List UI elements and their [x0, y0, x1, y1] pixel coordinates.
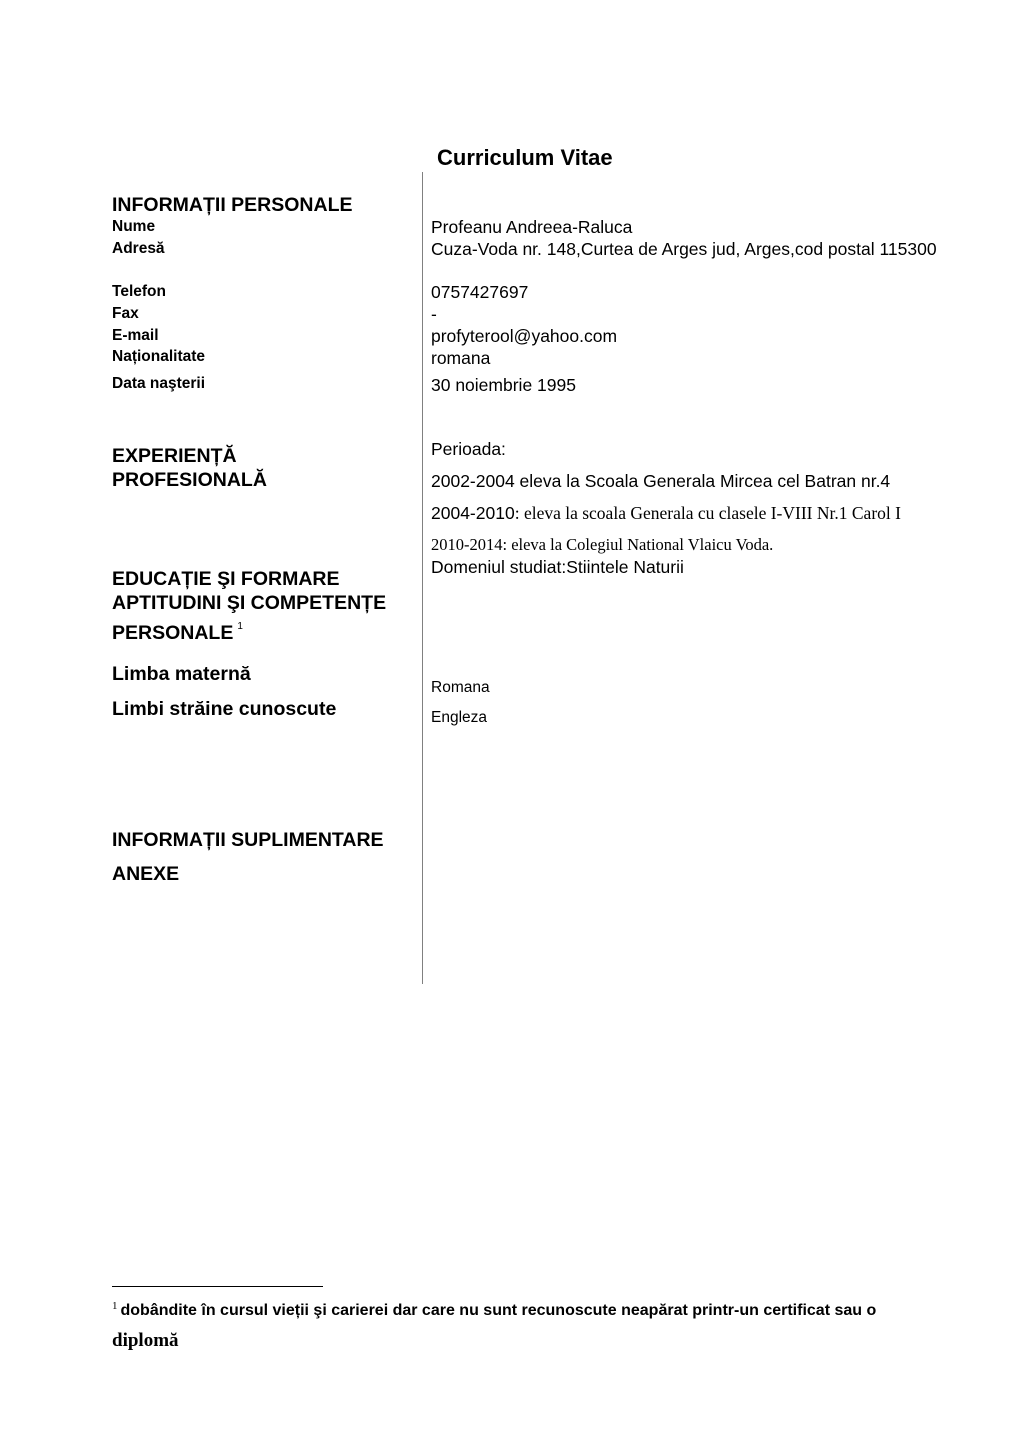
education-heading-line3: [112, 615, 243, 645]
column-divider: [422, 172, 423, 984]
footnote-reference: 1: [237, 621, 243, 632]
footnote-text: [112, 1300, 876, 1320]
nationality-value: romana: [431, 348, 491, 368]
email-value: profyterool@yahoo.com: [431, 326, 618, 346]
address-value: Cuza-Voda nr. 148,Curtea de Arges jud, Arges,cod postal 115300: [431, 239, 937, 259]
footnote-body: dobândite în cursul vieții şi carierei dar care nu sunt recunoscute neapărat printr-un certificat sau o: [120, 1302, 877, 1319]
experience-entry-2: [431, 503, 901, 524]
nationality-label: Naționalitate: [112, 348, 206, 365]
experience-entry-4: Domeniul studiat:Stiintele Naturii: [431, 557, 684, 577]
birthdate-label: Data naşterii: [112, 375, 206, 392]
name-label: Nume: [112, 218, 156, 235]
experience-entry-2-text: : eleva la scoala Generala cu clasele I-VIII Nr.1 Carol I: [514, 503, 901, 523]
annexes-heading: ANEXE: [112, 863, 180, 885]
experience-heading-line1: EXPERIENȚĂ: [112, 445, 237, 467]
address-label: Adresă: [112, 240, 165, 257]
footnote-tail: diplomă: [112, 1330, 179, 1351]
name-value: Profeanu Andreea-Raluca: [431, 217, 633, 237]
footnote-number: 1: [112, 1300, 118, 1312]
experience-heading-line2: PROFESIONALĂ: [112, 469, 267, 491]
foreign-languages-value: Engleza: [431, 709, 488, 726]
education-heading-line2: APTITUDINI ŞI COMPETENȚE: [112, 592, 387, 614]
foreign-languages-label: Limbi străine cunoscute: [112, 698, 337, 720]
mother-tongue-label: Limba maternă: [112, 663, 251, 685]
personal-info-heading: INFORMAȚII PERSONALE: [112, 194, 353, 216]
email-label: E-mail: [112, 327, 159, 344]
phone-value: 0757427697: [431, 282, 529, 302]
page-title: Curriculum Vitae: [437, 145, 613, 170]
education-heading-line1: EDUCAȚIE ŞI FORMARE: [112, 568, 340, 590]
birthdate-value: 30 noiembrie 1995: [431, 375, 576, 395]
period-label: Perioada:: [431, 439, 506, 459]
experience-entry-2-years: 2004-2010: [431, 503, 515, 523]
fax-label: Fax: [112, 305, 139, 322]
fax-value: -: [431, 304, 437, 324]
experience-entry-1: 2002-2004 eleva la Scoala Generala Mircea cel Batran nr.4: [431, 471, 891, 491]
experience-entry-3: 2010-2014: eleva la Colegiul National Vlaicu Voda.: [431, 535, 774, 554]
mother-tongue-value: Romana: [431, 679, 490, 696]
phone-label: Telefon: [112, 283, 166, 300]
supplementary-info-heading: INFORMAȚII SUPLIMENTARE: [112, 829, 384, 851]
education-heading-line3-text: PERSONALE: [112, 622, 234, 644]
footnote-separator: [112, 1286, 323, 1287]
